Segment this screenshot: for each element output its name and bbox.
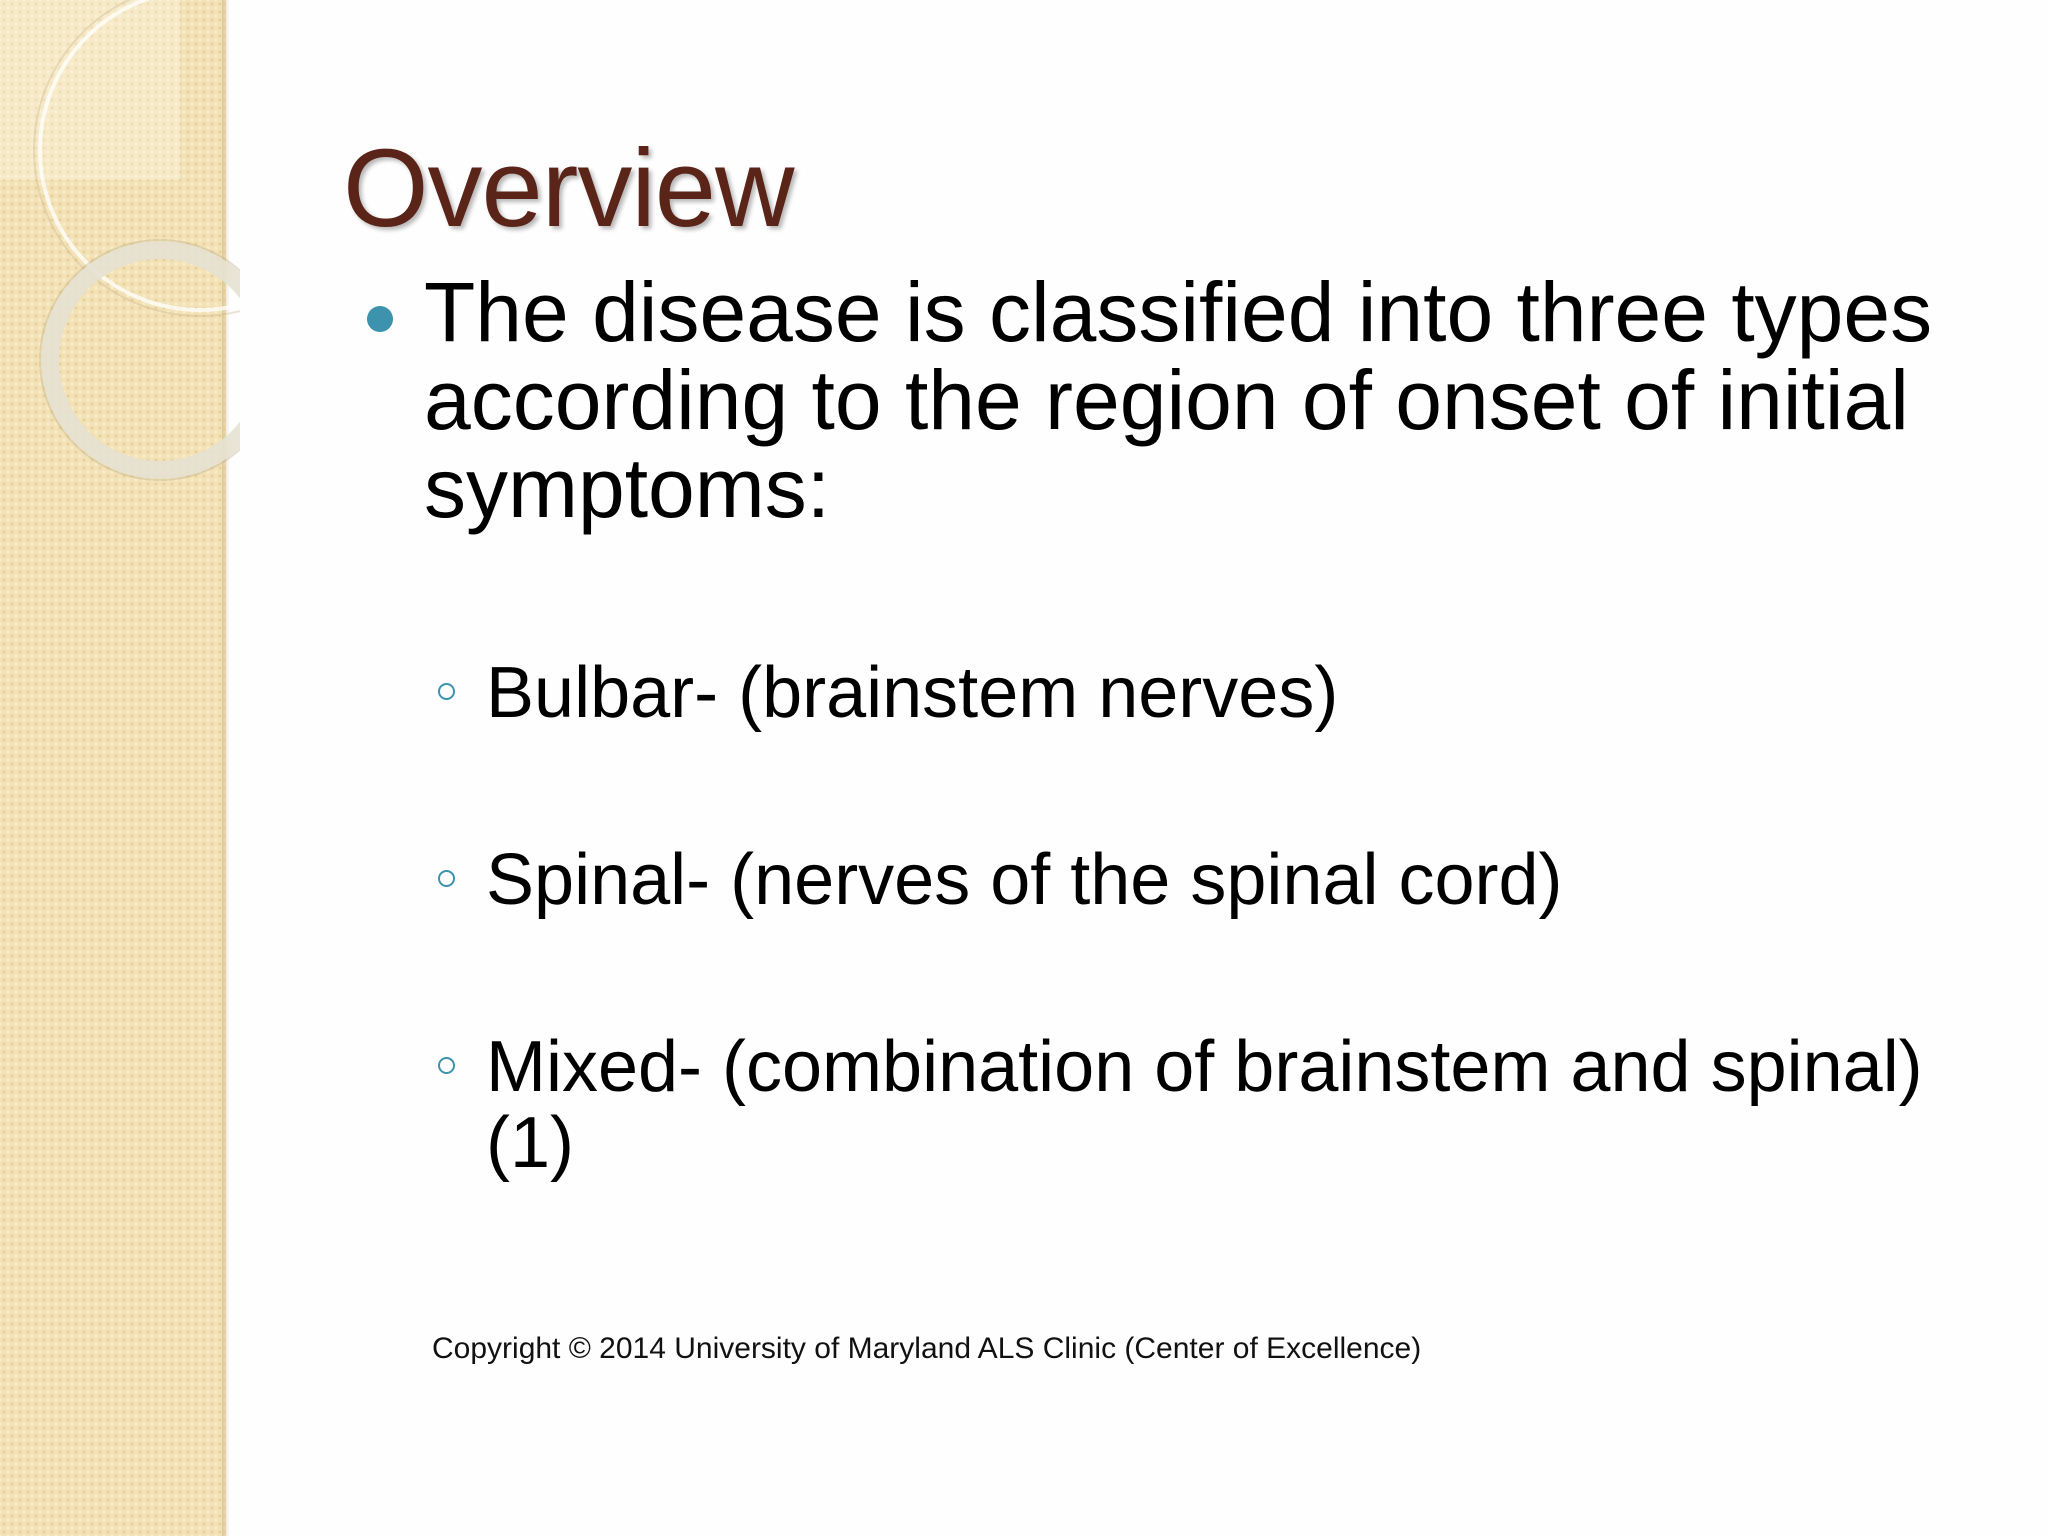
ring-bullet-icon	[438, 870, 455, 887]
sub-bullet-text: Mixed- (combination of brainstem and spinal) (1)	[486, 1027, 1923, 1183]
slide-title: Overview	[343, 127, 794, 250]
copyright-footer: Copyright © 2014 University of Maryland ALS Clinic (Center of Excellence)	[432, 1332, 1422, 1365]
bullet-dot-icon	[367, 306, 393, 332]
ring-bullet-icon	[438, 1057, 455, 1074]
ring-bullet-icon	[438, 683, 455, 700]
decorative-circles	[0, 0, 240, 500]
main-bullet-text: The disease is classified into three types according to the region of onset of initial symptoms:	[424, 265, 1933, 535]
sub-bullet-text: Spinal- (nerves of the spinal cord)	[486, 840, 1563, 920]
sub-bullet-text: Bulbar- (brainstem nerves)	[486, 653, 1339, 733]
